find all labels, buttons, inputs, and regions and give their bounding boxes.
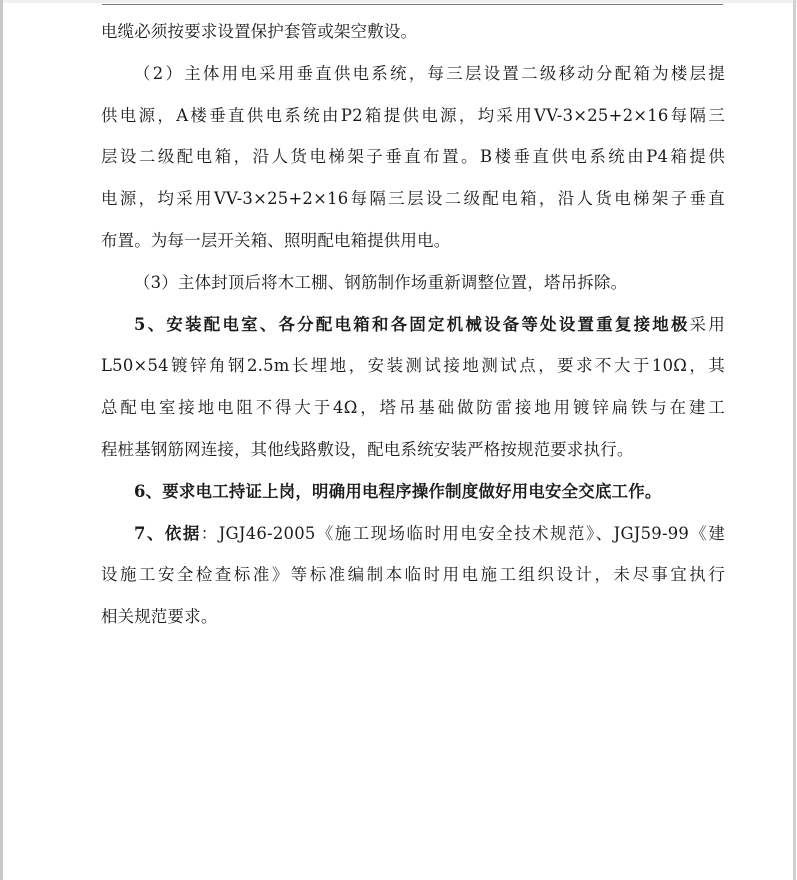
viewer-left-edge bbox=[0, 0, 3, 880]
section-7-text: ：JGJ46-2005《施工现场临时用电安全技术规范》、JGJ59-99《建 bbox=[200, 523, 725, 543]
section-7-heading: 7、依据 bbox=[134, 523, 201, 543]
paragraph-line: 设施工安全检查标准》等标准编制本临时用电施工组织设计，未尽事宜执行 bbox=[101, 565, 725, 585]
paragraph-line: 总配电室接地电阻不得大于4Ω，塔吊基础做防雷接地用镀锌扁铁与在建工 bbox=[101, 398, 725, 418]
viewer-scrollbar-edge[interactable] bbox=[793, 0, 796, 880]
section-7-heading-line bbox=[101, 513, 725, 555]
paragraph-line: L50×54镀锌角钢2.5m长埋地，安装测试接地测试点，要求不大于10Ω，其 bbox=[101, 356, 725, 376]
document-body bbox=[101, 11, 725, 638]
section-6-heading-line bbox=[101, 471, 725, 513]
paragraph-line: 电源，均采用VV-3×25+2×16每隔三层设二级配电箱，沿人货电梯架子垂直 bbox=[101, 189, 725, 209]
document-page bbox=[4, 3, 793, 880]
paragraph-line: （2）主体用电采用垂直供电系统，每三层设置二级移动分配箱为楼层提 bbox=[134, 63, 725, 83]
paragraph-line: 布置。为每一层开关箱、照明配电箱提供用电。 bbox=[101, 230, 451, 250]
paragraph-line: 层设二级配电箱，沿人货电梯架子垂直布置。B楼垂直供电系统由P4箱提供 bbox=[101, 147, 725, 167]
paragraph-line: 电缆必须按要求设置保护套管或架空敷设。 bbox=[101, 22, 418, 41]
paragraph-line: 相关规范要求。 bbox=[101, 607, 218, 627]
section-6-heading: 6、要求电工持证上岗，明确用电程序操作制度做好用电安全交底工作。 bbox=[134, 481, 662, 501]
paragraph-line: 供电源，A楼垂直供电系统由P2箱提供电源，均采用VV-3×25+2×16每隔三 bbox=[101, 105, 725, 125]
section-5-heading-line bbox=[101, 304, 725, 346]
paragraph-line: （3）主体封顶后将木工棚、钢筋制作场重新调整位置，塔吊拆除。 bbox=[134, 272, 628, 292]
paragraph-line: 程桩基钢筋网连接，其他线路敷设，配电系统安装严格按规范要求执行。 bbox=[101, 439, 634, 459]
section-5-text: 采用 bbox=[689, 314, 726, 334]
page-header-rule bbox=[102, 4, 723, 5]
section-5-heading: 5、安装配电室、各分配电箱和各固定机械设备等处设置重复接地极 bbox=[134, 314, 690, 334]
